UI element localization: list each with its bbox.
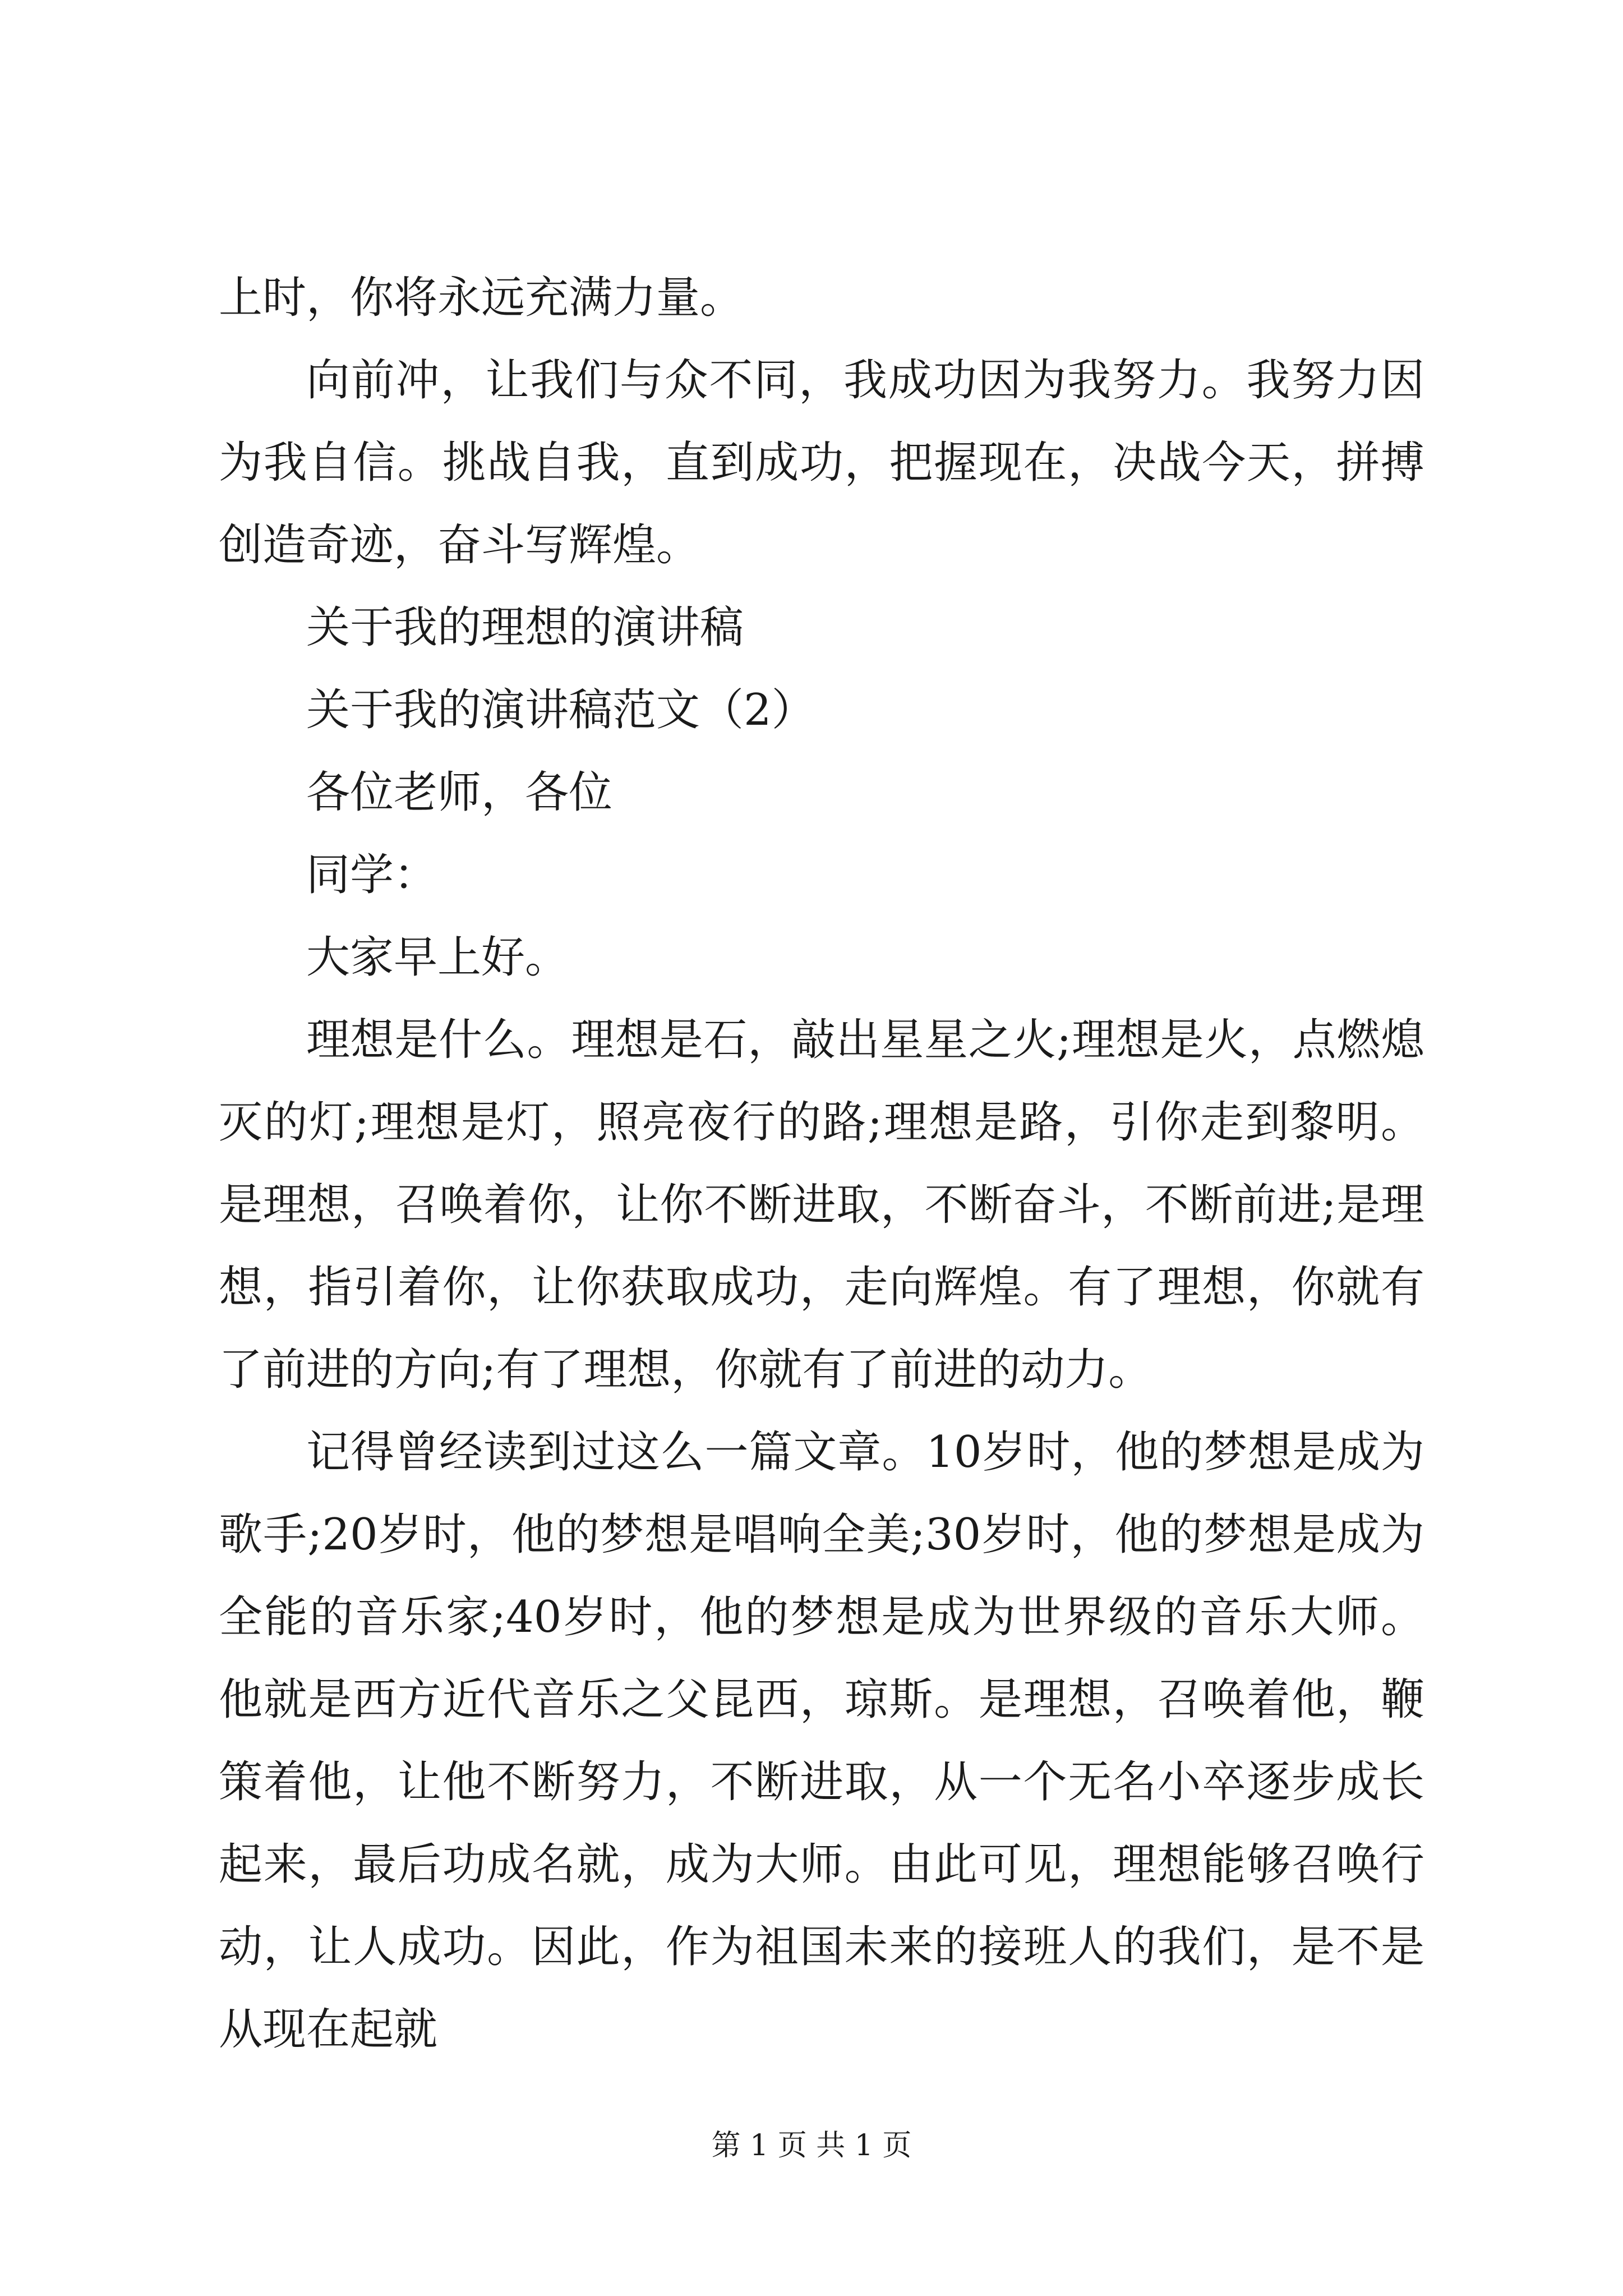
paragraph: 大家早上好。	[306, 932, 569, 983]
paragraph: 同学：	[306, 850, 438, 900]
page-footer	[0, 2126, 1623, 2165]
paragraph: 向前冲，让我们与众不同，我成功因为我努力。我努力因为我自信。挑战自我，直到成功，把握现在，决战今天，拼搏创造奇迹，奋斗写辉煌。	[219, 355, 1424, 570]
paragraph: 关于我的演讲稿范文（2）	[306, 685, 815, 735]
paragraph: 上时，你将永远充满力量。	[219, 273, 744, 323]
paragraph: 理想是什么。理想是石，敲出星星之火;理想是火，点燃熄灭的灯;理想是灯，照亮夜行的路;理想是路，引你走到黎明。是理想，召唤着你，让你不断进取，不断奋斗，不断前进;是理想，指引着你，让你获取成功，走向辉煌。有了理想，你就有了前进的方向;有了理想，你就有了前进的动力。	[219, 1015, 1424, 1395]
paragraph: 关于我的理想的演讲稿	[306, 602, 744, 653]
paragraph: 记得曾经读到过这么一篇文章。10岁时，他的梦想是成为歌手;20岁时，他的梦想是唱响全美;30岁时，他的梦想是成为全能的音乐家;40岁时，他的梦想是成为世界级的音乐大师。他就是西方近代音乐之父昆西，琼斯。是理想，召唤着他，鞭策着他，让他不断努力，不断进取，从一个无名小卒逐步成长起来，最后功成名就，成为大师。由此可见，理想能够召唤行动，让人成功。因此，作为祖国未来的接班人的我们，是不是从现在起就	[219, 1427, 1424, 2055]
document-body	[219, 257, 1424, 2071]
page-number-label: 第 1 页 共 1 页	[711, 2129, 912, 2162]
paragraph: 各位老师，各位	[306, 767, 613, 818]
